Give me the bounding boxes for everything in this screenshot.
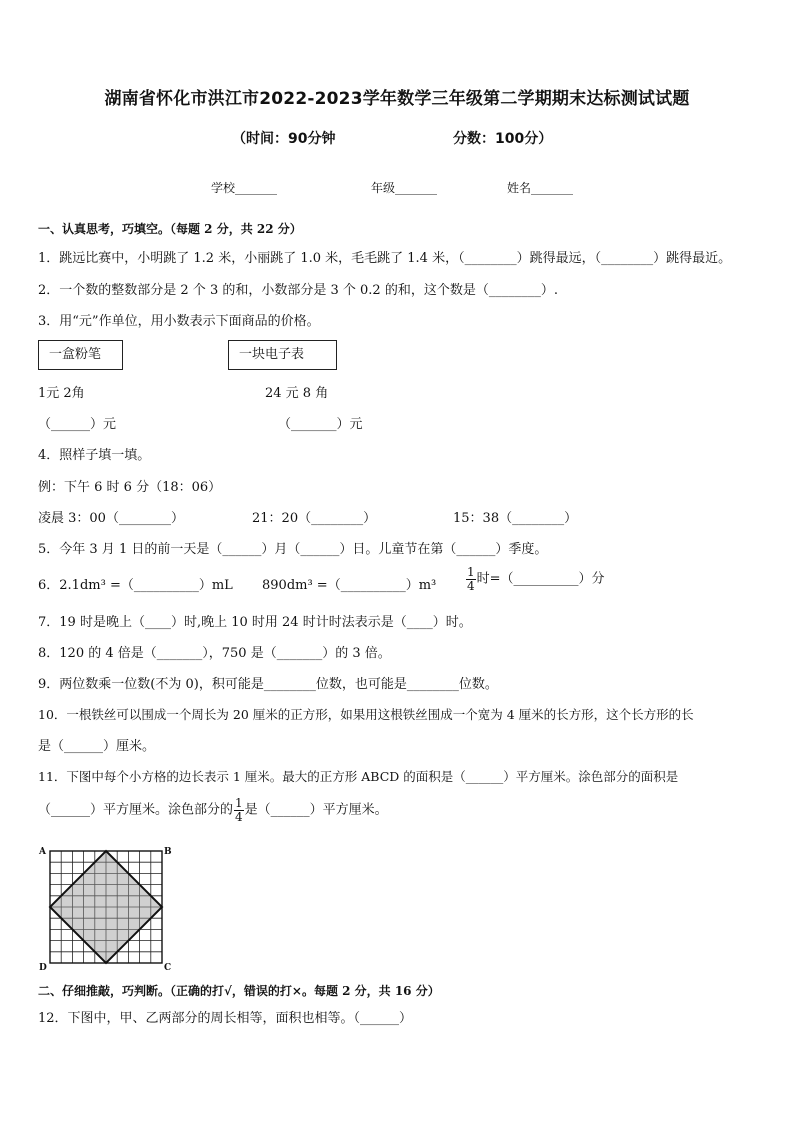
question-6-a: 6．2.1dm³ =（__________）mL xyxy=(38,578,233,593)
fraction-quarter-2: $\frac{1}{4}$ xyxy=(235,796,243,824)
question-4-a: 凌晨 3：00（________） xyxy=(38,511,184,526)
item-box-watch: 一块电子表 xyxy=(228,340,337,370)
label-d: D xyxy=(39,963,47,973)
shaded-diamond xyxy=(50,851,162,963)
question-12: 12．下图中，甲、乙两部分的周长相等，面积也相等。（______） xyxy=(38,1011,413,1026)
question-8: 8．120 的 4 倍是（_______），750 是（_______）的 3 倍。 xyxy=(38,646,391,661)
watch-price: 24 元 8 角 xyxy=(265,386,329,401)
question-11-line2: （______）平方厘米。涂色部分的 $\frac{1}{4}$ 是（______）平方厘米。 xyxy=(38,796,388,824)
question-10-line1: 10．一根铁丝可以围成一个周长为 20 厘米的正方形，如果用这根铁丝围成一个宽为 4 厘米的长方形，这个长方形的长 xyxy=(38,707,694,722)
question-5: 5．今年 3 月 1 日的前一天是（______）月（______）日。儿童节在第（______）季度。 xyxy=(38,542,548,557)
question-11-line1: 11．下图中每个小方格的边长表示 1 厘米。最大的正方形 ABCD 的面积是（______）平方厘米。涂色部分的面积是 xyxy=(38,769,679,784)
chalk-answer: （______）元 xyxy=(38,417,117,432)
school-field: 学校_______ xyxy=(211,181,278,195)
question-4: 4．照样子填一填。 xyxy=(38,448,151,463)
question-10-line2: 是（______）厘米。 xyxy=(38,739,156,754)
item-box-chalk: 一盒粉笔 xyxy=(38,340,123,370)
grade-field: 年级_______ xyxy=(371,181,438,195)
exam-time: （时间：90分钟 xyxy=(232,131,336,147)
watch-answer: （_______）元 xyxy=(278,417,363,432)
question-4-c: 15：38（________） xyxy=(453,511,578,526)
section-2-heading: 二、仔细推敲，巧判断。（正确的打√，错误的打×。每题 2 分，共 16 分） xyxy=(38,984,440,998)
label-b: B xyxy=(164,847,172,857)
question-4-b: 21：20（________） xyxy=(252,511,377,526)
fraction-quarter: $\frac{1}{4}$ xyxy=(467,565,475,593)
question-3: 3．用“元”作单位，用小数表示下面商品的价格。 xyxy=(38,314,320,329)
page-title: 湖南省怀化市洪江市2022-2023学年数学三年级第二学期期末达标测试试题 xyxy=(104,89,690,109)
question-6-c: $\frac{1}{4}$ 时=（__________）分 xyxy=(467,565,605,593)
question-1: 1．跳远比赛中，小明跳了 1.2 米，小丽跳了 1.0 米，毛毛跳了 1.4 米，（________）跳得最远，（________）跳得最近。 xyxy=(38,251,732,266)
question-4-example: 例：下午 6 时 6 分（18：06） xyxy=(38,480,222,495)
chalk-price: 1元 2角 xyxy=(38,386,85,401)
exam-score: 分数：100分） xyxy=(453,131,553,147)
name-field: 姓名_______ xyxy=(507,181,574,195)
question-6-b: 890dm³ =（__________）m³ xyxy=(262,578,437,593)
grid-square-figure xyxy=(36,844,176,974)
label-a: A xyxy=(39,847,46,857)
question-2: 2．一个数的整数部分是 2 个 3 的和，小数部分是 3 个 0.2 的和，这个数是（________）. xyxy=(38,283,558,298)
question-7: 7．19 时是晚上（____）时,晚上 10 时用 24 时计时法表示是（____）时。 xyxy=(38,615,472,630)
label-c: C xyxy=(164,963,172,973)
question-9: 9．两位数乘一位数(不为 0)，积可能是________位数，也可能是________位数。 xyxy=(38,677,498,692)
section-1-heading: 一、认真思考，巧填空。（每题 2 分，共 22 分） xyxy=(38,222,302,236)
